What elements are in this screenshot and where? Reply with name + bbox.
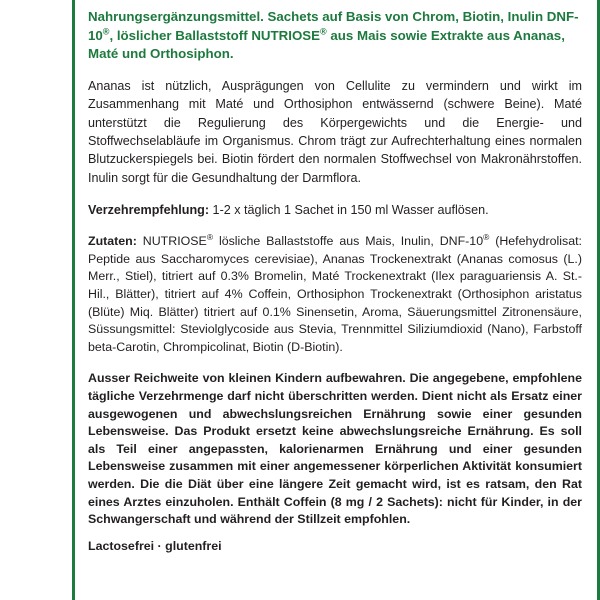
ingredients-label: Zutaten: bbox=[88, 234, 137, 249]
usage-label: Verzehrempfehlung: bbox=[88, 203, 210, 218]
allergen-footnote: Lactosefrei · glutenfrei bbox=[88, 538, 222, 553]
usage-recommendation-paragraph bbox=[88, 201, 582, 219]
left-green-rule bbox=[72, 0, 75, 600]
product-intro-paragraph: Nahrungsergänzungsmittel. Sachets auf Basis von Chrom, Biotin, Inulin DNF-10®, löslicher Ballaststoff NUTRIOSE® aus Mais sowie Extrakte aus Ananas, Maté und Orthosiphon. bbox=[88, 9, 579, 62]
warning-paragraph: Ausser Reichweite von kleinen Kindern aufbewahren. Die angegebene, empfohlene tägliche Verzehrmenge darf nicht überschritten werden. Dient nicht als Ersatz einer ausgewogenen und abwechslungsreichen Ernährung sowie einer gesunden Lebensweise. Das Produkt ersetzt keine abwechslungsreiche Ernährung. Es soll als Teil einer angepassten, kalorienarmen Ernährung und einer gesunden Lebensweise zusammen mit einer angemessener körperlichen Aktivität konsumiert werden. Die die Diät über eine längere Zeit gemacht wird, ist es ratsam, den Rat eines Arztes einzuholen. Enthält Coffein (8 mg / 2 Sachets): nicht für Kinder, in der Schwangerschaft und während der Stillzeit empfohlen. bbox=[88, 371, 582, 527]
product-description-paragraph: Ananas ist nützlich, Ausprägungen von Cellulite zu vermindern und wirkt im Zusammenhang mit Maté und Orthosiphon entwässernd (schwere Beine). Maté unterstützt die Regulierung des Körpergewichts und die Energie- und Stoffwechselabläufe im Organismus. Chrom trägt zur Aufrechterhaltung eines normalen Blutzuckerspiegels bei. Biotin fördert den normalen Stoffwechsel von Makronährstoffen. Inulin sorgt für die Gesundhaltung der Darmflora. bbox=[88, 78, 582, 185]
ingredients-text: NUTRIOSE® lösliche Ballaststoffe aus Mais, Inulin, DNF-10® (Hefehydrolisat: Peptide aus Saccharomyces cerevisiae), Ananas Trockenextrakt (Ananas comosus (L.) Merr., Stiel), titriert auf 0.3% Bromelin, Maté Trockenextrakt (Ilex paraguariensis A. St.-Hil., Blätter), titriert auf 4% Coffein, Orthosiphon Trockenextrakt (Orthosiphon aristatus (Blüte) Miq. Blätter) titriert auf 0.1% Sinensetin, Aroma, Säuerungsmittel Zitronensäure, Süssungsmittel: Steviolglycoside aus Stevia, Trennmittel Siliziumdioxid (Nano), Farbstoff beta-Carotin, Chrompicolinat, Biotin (D-Biotin). bbox=[88, 232, 582, 354]
ingredients-paragraph bbox=[88, 233, 582, 356]
label-text-column bbox=[88, 0, 582, 600]
usage-text: 1-2 x täglich 1 Sachet in 150 ml Wasser auflösen. bbox=[209, 203, 489, 218]
